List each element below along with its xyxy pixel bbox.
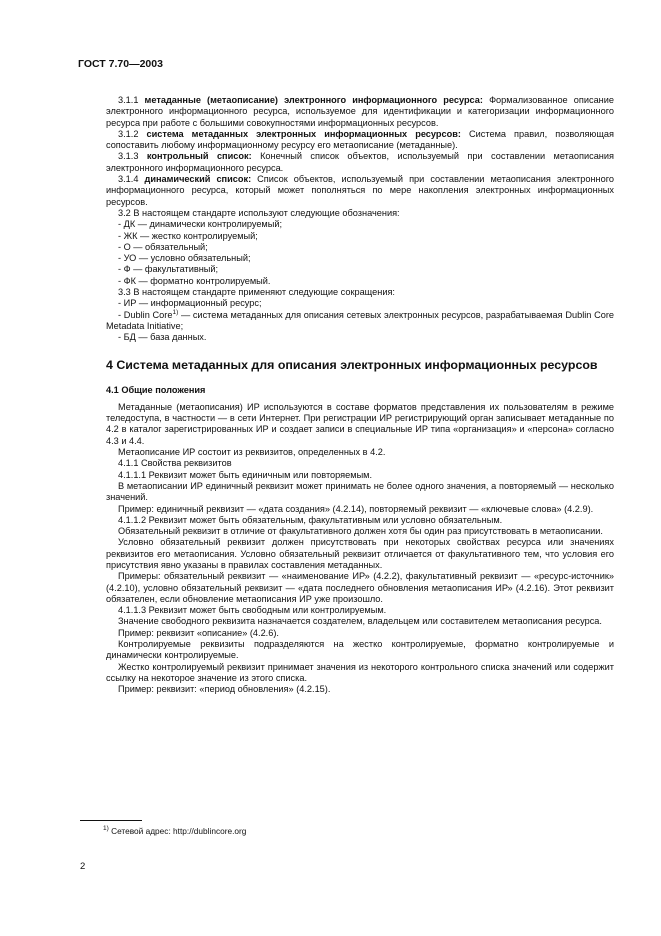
paragraph: 4.1.1.2 Реквизит может быть обязательным, факультативным или условно обязательным. (118, 514, 503, 525)
definition-text: Формализованное описание электронного информационного ресурса, используемое для идентификации и категоризации информационного ресурса при работе с большими совокупностями информационных ресурсов. (106, 95, 614, 128)
list-item: - ИР — информационный ресурс; (118, 298, 262, 309)
list-item-dublin-core (106, 310, 614, 333)
clause-number: 3.1.3 (118, 151, 139, 162)
paragraph: 4.1.1.1 Реквизит может быть единичным или повторяемым. (118, 469, 373, 480)
footnote-mark: 1) (103, 825, 109, 833)
footnote-text: Сетевой адрес: http://dublincore.org (108, 826, 247, 836)
clause-3-2: 3.2 В настоящем стандарте используют следующие обозначения: (118, 207, 400, 218)
list-item: - Ф — факультативный; (118, 264, 219, 275)
paragraph: Обязательный реквизит в отличие от факультативного должен хотя бы один раз присутствовать в метаописании. (118, 526, 603, 537)
list-item: - ДК — динамически контролируемый; (118, 219, 283, 230)
paragraph: Метаописание ИР состоит из реквизитов, определенных в 4.2. (118, 447, 386, 458)
paragraph: Контролируемые реквизиты подразделяются на жестко контролируемые, форматно контролируемые и динамически контролируемые. (106, 639, 614, 661)
definition-3-1-3 (106, 151, 614, 174)
footnote-reference: 1) (172, 308, 179, 316)
example: Примеры: обязательный реквизит — «наименование ИР» (4.2.2), факультативный реквизит — «ресурс-источник» (4.2.10), условно обязательный реквизит — «дата последнего обновления метаописания ИР» (4.2.16). Этот реквизит обязателен, если обновление метаописания ИР уже произошло. (106, 571, 614, 604)
list-item-text: — система метаданных для описания сетевых электронных ресурсов, разрабатываемая Dublin Core Metadata Initiative; (106, 309, 615, 331)
list-item: - ЖК — жестко контролируемый; (118, 230, 258, 241)
definition-3-1-4 (106, 174, 614, 208)
definition-text: Конечный список объектов, используемый при составлении метаописания электронного информационного ресурса. (106, 151, 614, 173)
paragraph: Условно обязательный реквизит должен присутствовать при некоторых свойствах ресурса или значениях реквизитов его метаописания. Условно обязательный реквизит отличается от факультативного тем, что условия его присутствия явно указаны в правилах составления метаданных. (106, 537, 614, 570)
clause-number: 3.1.1 (118, 95, 139, 105)
term: метаданные (метаописание) электронного информационного ресурса: (144, 95, 483, 105)
footnote (103, 826, 246, 836)
paragraph: Жестко контролируемый реквизит принимает значения из некоторого контрольного списка значений или содержит ссылку на некоторое значение из этого списка. (106, 661, 614, 683)
paragraph: 4.1.1.3 Реквизит может быть свободным или контролируемым. (118, 605, 387, 616)
document-body (106, 95, 614, 696)
example: Пример: реквизит «описание» (4.2.6). (118, 627, 279, 638)
document-header: ГОСТ 7.70—2003 (78, 58, 163, 70)
list-item-term: - Dublin Core (118, 309, 173, 320)
clause-3-3: 3.3 В настоящем стандарте применяют следующие сокращения: (118, 287, 395, 298)
term: система метаданных электронных информационных ресурсов: (146, 128, 461, 139)
list-item: - ФК — форматно контролируемый. (118, 275, 271, 286)
section-heading: 4 Система метаданных для описания электронных информационных ресурсов (106, 357, 598, 372)
page-number: 2 (80, 861, 86, 872)
definition-3-1-1 (106, 95, 614, 129)
subsection-heading: 4.1 Общие положения (106, 384, 206, 395)
clause-number: 3.1.2 (118, 128, 139, 139)
example: Пример: единичный реквизит — «дата создания» (4.2.14), повторяемый реквизит — «ключевые слова» (4.2.9). (118, 503, 594, 514)
footnote-separator (80, 820, 142, 821)
paragraph: 4.1.1 Свойства реквизитов (118, 458, 232, 469)
definition-text: Система правил, позволяющая сопоставить любому информационному ресурсу его метаописание (метаданные). (106, 128, 614, 151)
list-item: - О — обязательный; (118, 241, 208, 252)
clause-number: 3.1.4 (118, 174, 139, 185)
paragraph: Значение свободного реквизита назначается создателем, владельцем или составителем метаописания ресурса. (118, 616, 602, 627)
paragraph: Метаданные (метаописания) ИР используются в составе форматов представления их пользователям в режиме теледоступа, в частности — в сети Интернет. При регистрации ИР регистрирующий орган записывает метаданные по 4.2 в каталог зарегистрированных ИР и создает записи в специальные ИР типа «организация» и «персона» согласно 4.3 и 4.4. (106, 401, 614, 446)
example: Пример: реквизит: «период обновления» (4.2.15). (118, 684, 331, 695)
list-item: - БД — база данных. (118, 332, 207, 343)
term: динамический список: (144, 174, 252, 185)
paragraph: В метаописании ИР единичный реквизит может принимать не более одного значения, а повторяемый — несколько значений. (106, 480, 614, 503)
definition-3-1-2 (106, 129, 614, 152)
definition-text: Список объектов, используемый при составлении метаописания электронного информационного ресурса, который может пополняться по мере накопления электронных информационных ресурсов. (106, 174, 614, 207)
list-item: - УО — условно обязательный; (118, 253, 251, 264)
term: контрольный список: (146, 151, 252, 162)
